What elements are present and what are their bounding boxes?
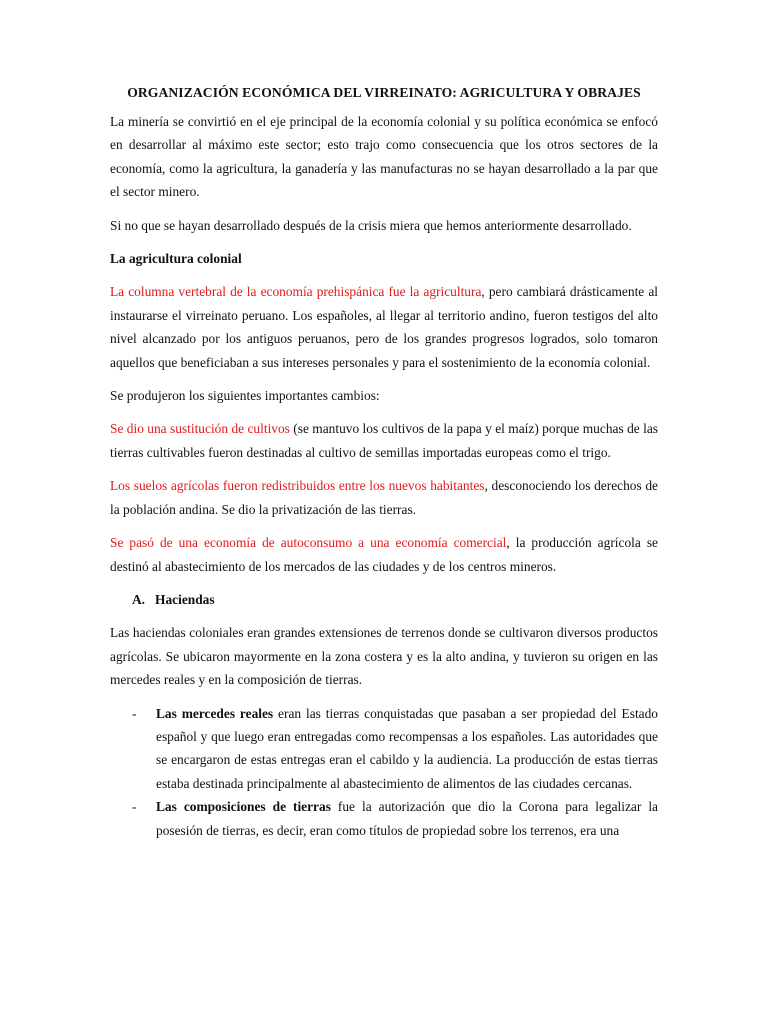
bullet-item-composiciones-tierras [110,795,658,842]
paragraph-text: , desconociendo los derechos de la población andina. Se dio la privatización de las tierras. [110,478,658,517]
subheading-haciendas: A. Haciendas [132,591,215,607]
bullet-text: fue la autorización que dio la Corona para legalizar la posesión de tierras, es decir, eran como títulos de propiedad sobre los terrenos, era una [156,799,658,838]
bullet-dash: - [132,799,137,815]
highlighted-text: Se dio una sustitución de cultivos [110,421,290,437]
cambio-paragraph-2 [110,474,658,521]
document-content [110,82,658,842]
section-heading-agricultura: La agricultura colonial [110,251,242,267]
highlighted-text: Los suelos agrícolas fueron redistribuidos entre los nuevos habitantes [110,478,485,494]
paragraph-text: (se mantuvo los cultivos de la papa y el maíz) porque muchas de las tierras cultivables fueron destinadas al cultivo de semillas importadas europeas como el trigo. [110,421,658,460]
highlighted-text: La columna vertebral de la economía prehispánica fue la agricultura [110,284,482,300]
bullet-item-mercedes-reales [110,702,658,796]
bullet-dash: - [132,705,137,721]
bullet-term: Las composiciones de tierras [156,799,331,815]
haciendas-paragraph: Las haciendas coloniales eran grandes extensiones de terrenos donde se cultivaron diversos productos agrícolas. Se ubicaron mayormente en la zona costera y es la alto andina, y tuvieron su origen en las mercedes reales y en la composición de tierras. [110,625,658,688]
intro-paragraph-2: Si no que se hayan desarrollado después de la crisis miera que hemos anteriormente desarrollado. [110,217,632,233]
intro-paragraph-1: La minería se convirtió en el eje principal de la economía colonial y su política económica se enfocó en desarrollar al máximo este sector; esto trajo como consecuencia que los otros sectores de la economía, como la agricultura, la ganadería y las manufacturas no se hayan desarrollado a la par que el sector minero. [110,114,658,200]
paragraph-text: , pero cambiará drásticamente al instaurarse el virreinato peruano. Los españoles, al llegar al territorio andino, fueron testigos del alto nivel alcanzado por los antiguos peruanos, pero de los grandes progresos logrados, solo tomaron aquellos que beneficiaban a sus intereses personales y para el sostenimiento de la economía colonial. [110,284,658,370]
cambio-paragraph-3 [110,531,658,578]
cambio-paragraph-1 [110,417,658,464]
paragraph-text: , la producción agrícola se destinó al abastecimiento de los mercados de las ciudades y de los centros mineros. [110,535,658,574]
document-title: ORGANIZACIÓN ECONÓMICA DEL VIRREINATO: AGRICULTURA Y OBRAJES [127,85,641,100]
bullet-text: eran las tierras conquistadas que pasaban a ser propiedad del Estado español y que luego eran entregadas como recompensas a los españoles. Las autoridades que se encargaron de estas entregas eran el cabildo y la audiencia. La producción de estas tierras estaba destinada principalmente al abastecimiento de alimentos de las ciudades cercanas. [156,705,658,791]
haciendas-bullet-list [110,702,658,842]
bullet-term: Las mercedes reales [156,705,274,721]
highlighted-text: Se pasó de una economía de autoconsumo a una economía comercial [110,535,507,551]
agricultura-paragraph-1 [110,280,658,374]
agricultura-paragraph-2: Se produjeron los siguientes importantes cambios: [110,388,380,404]
